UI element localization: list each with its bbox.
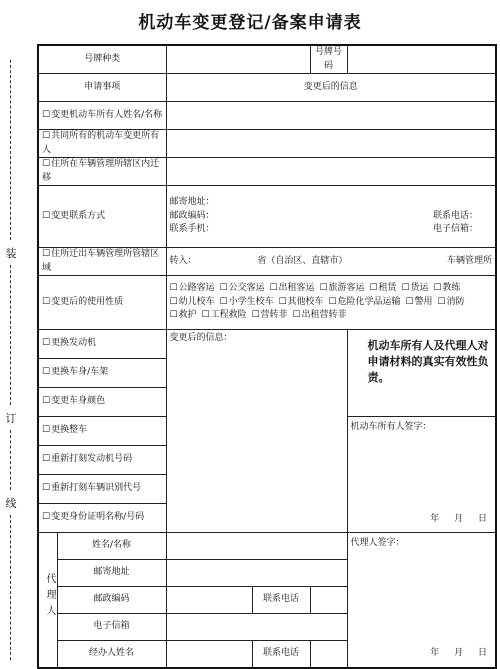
changed-info-header: 变更后的信息 [166,74,496,102]
usage-option[interactable]: ☐ 幼儿校车 [170,296,215,310]
agent-signature-cell[interactable] [347,533,496,668]
declaration-cell [347,330,496,417]
handler-name-value[interactable] [166,641,252,668]
item-replace-body-frame[interactable]: ☐ 更换车身/车架 [38,359,166,388]
usage-options [166,276,496,330]
contact-mail-address: 邮寄地址： [169,197,215,208]
item-change-id-document[interactable]: ☐ 变更身份证明名称/号码 [38,504,166,533]
plate-type-label: 号牌种类 [38,45,166,74]
usage-option[interactable]: ☐ 教练 [433,282,460,296]
usage-option[interactable]: ☐ 小学生校车 [219,296,273,310]
usage-option[interactable]: ☐ 营转非 [251,309,287,323]
item-change-owner-name-value[interactable] [166,102,496,130]
office-label: 车辆管理所 [447,255,493,266]
binding-char-ding: 订 [5,412,17,425]
usage-option[interactable]: ☐ 消防 [437,296,464,310]
usage-option[interactable]: ☐ 旅游客运 [319,282,364,296]
agent-signature-date: 年 月 日 [430,648,488,658]
application-form [37,44,497,669]
handler-phone-label: 联系电话 [252,641,310,668]
usage-option[interactable]: ☐ 警用 [405,296,432,310]
agent-name-label: 姓名/名称 [57,533,166,560]
contact-phone: 联系电话： [433,210,479,221]
usage-option[interactable]: ☐ 其他校车 [278,296,323,310]
contact-email: 电子信箱： [433,224,479,235]
plate-number-value[interactable] [347,45,496,74]
application-item-label: 申请事项 [38,74,166,102]
contact-postal-code: 邮政编码： [169,210,215,221]
contact-info-cell[interactable] [166,186,496,248]
agent-phone-label: 联系电话 [252,587,310,614]
usage-option[interactable]: ☐ 公路客运 [170,282,215,296]
agent-postal-code-label: 邮政编码 [57,587,166,614]
move-out-cell[interactable] [166,248,496,276]
usage-option[interactable]: ☐ 危险化学品运输 [328,296,400,310]
page-title: 机动车变更登记/备案申请表 [138,13,362,33]
changed-info-cell[interactable] [166,330,347,533]
binding-dash-line [10,430,11,490]
agent-name-value[interactable] [166,533,347,560]
agent-postal-code-value[interactable] [166,587,252,614]
binding-margin [0,60,22,660]
item-move-within-district[interactable]: ☐ 住所在车辆管理所辖区内迁移 [38,158,166,186]
item-change-owner-name[interactable]: ☐ 变更机动车所有人姓名/名称 [38,102,166,130]
province-label: 省（自治区、直辖市） [257,255,348,266]
agent-label: 代理人 [44,573,55,621]
changed-info-label: 变更后的信息： [169,333,233,343]
item-reengrave-vin[interactable]: ☐ 重新打刻车辆识别代号 [38,475,166,504]
item-usage-nature[interactable]: ☐ 变更后的使用性质 [38,276,166,330]
usage-option[interactable]: ☐ 货运 [401,282,428,296]
item-move-out-district[interactable]: ☐ 住所迁出车辆管理所管辖区域 [38,248,166,276]
owner-signature-date: 年 月 日 [430,513,488,524]
item-replace-whole-vehicle[interactable]: ☐ 更换整车 [38,417,166,446]
binding-char-zhuang: 装 [5,247,17,260]
binding-dash-line [10,515,11,660]
usage-option[interactable]: ☐ 救护 [170,309,197,323]
declaration-text: 机动车所有人及代理人对申请材料的真实有效性负责。 [367,339,489,384]
usage-option[interactable]: ☐ 工程救险 [201,309,246,323]
item-change-contact[interactable]: ☐ 变更联系方式 [38,186,166,248]
item-move-within-district-value[interactable] [166,158,496,186]
handler-phone-value[interactable] [310,641,347,668]
agent-section-label [38,533,57,668]
plate-number-label: 号牌号码 [310,45,347,74]
binding-dash-line [10,60,11,240]
usage-option[interactable]: ☐ 公交客运 [219,282,264,296]
agent-phone-value[interactable] [310,587,347,614]
item-joint-owner-change[interactable]: ☐ 共同所有的机动车变更所有人 [38,130,166,158]
agent-mail-address-label: 邮寄地址 [57,560,166,587]
agent-signature-label: 代理人签字： [350,538,405,548]
agent-email-value[interactable] [166,614,347,641]
transfer-in-label: 转入： [169,255,197,266]
plate-type-value[interactable] [166,45,310,74]
item-joint-owner-change-value[interactable] [166,130,496,158]
usage-option[interactable]: ☐ 出租客运 [269,282,314,296]
handler-name-label: 经办人姓名 [57,641,166,668]
agent-email-label: 电子信箱 [57,614,166,641]
owner-signature-cell[interactable] [347,417,496,533]
usage-option[interactable]: ☐ 租赁 [369,282,396,296]
binding-char-xian: 线 [5,497,17,510]
item-reengrave-engine-number[interactable]: ☐ 重新打刻发动机号码 [38,446,166,475]
item-replace-engine[interactable]: ☐ 更换发动机 [38,330,166,359]
owner-signature-label: 机动车所有人签字： [350,422,432,432]
usage-option[interactable]: ☐ 出租营转非 [292,309,346,323]
contact-mobile: 联系手机： [169,224,215,235]
agent-mail-address-value[interactable] [166,560,347,587]
item-change-body-color[interactable]: ☐ 变更车身颜色 [38,388,166,417]
binding-dash-line [10,265,11,405]
